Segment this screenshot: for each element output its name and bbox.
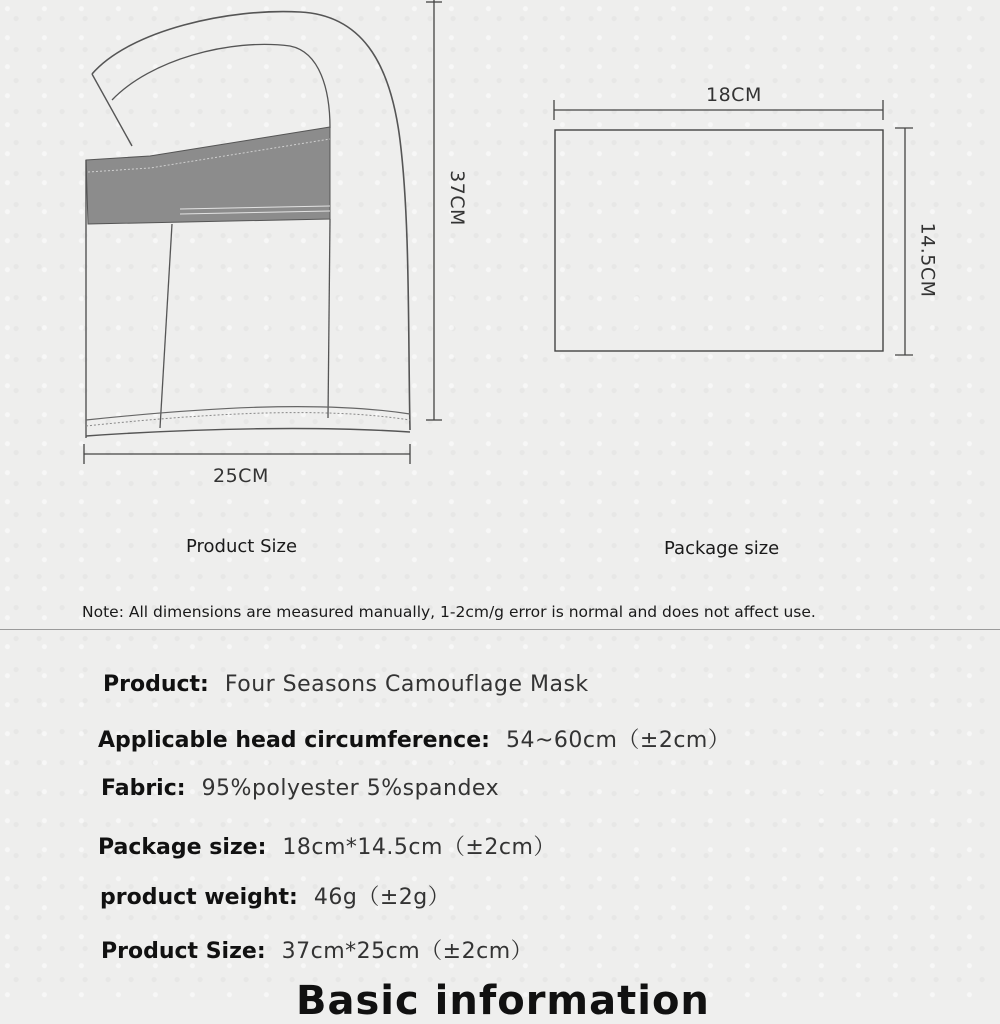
package-size-caption: Package size <box>664 538 780 559</box>
section-divider <box>0 629 1000 630</box>
spec-key: Product Size: <box>101 939 266 964</box>
package-width-label: 18CM <box>706 84 762 106</box>
product-height-label: 37CM <box>445 170 468 226</box>
product-size-caption: Product Size <box>186 536 298 557</box>
spec-key: Product: <box>103 672 209 697</box>
spec-key: Package size: <box>98 835 267 860</box>
spec-value: 95%polyester 5%spandex <box>201 776 500 801</box>
spec-key: Applicable head circumference: <box>98 728 490 753</box>
measurement-note: Note: All dimensions are measured manually, 1-2cm/g error is normal and does not affect use. <box>82 603 816 621</box>
spec-value: 37cm*25cm（±2cm） <box>281 939 534 964</box>
spec-row-head-circumference <box>98 723 730 754</box>
package-height-label: 14.5CM <box>916 222 939 298</box>
spec-value: 46g（±2g） <box>313 885 451 910</box>
spec-row-weight <box>100 880 450 911</box>
spec-row-product-size <box>101 934 533 965</box>
spec-key: product weight: <box>100 885 298 910</box>
spec-value: Four Seasons Camouflage Mask <box>224 672 589 697</box>
spec-row-product <box>103 672 589 697</box>
spec-row-fabric <box>101 776 499 801</box>
section-title: Basic information <box>296 978 710 1024</box>
spec-value: 18cm*14.5cm（±2cm） <box>282 835 556 860</box>
spec-value: 54~60cm（±2cm） <box>505 728 731 753</box>
spec-row-package-size <box>98 830 556 861</box>
spec-key: Fabric: <box>101 776 186 801</box>
product-width-label: 25CM <box>213 465 269 487</box>
